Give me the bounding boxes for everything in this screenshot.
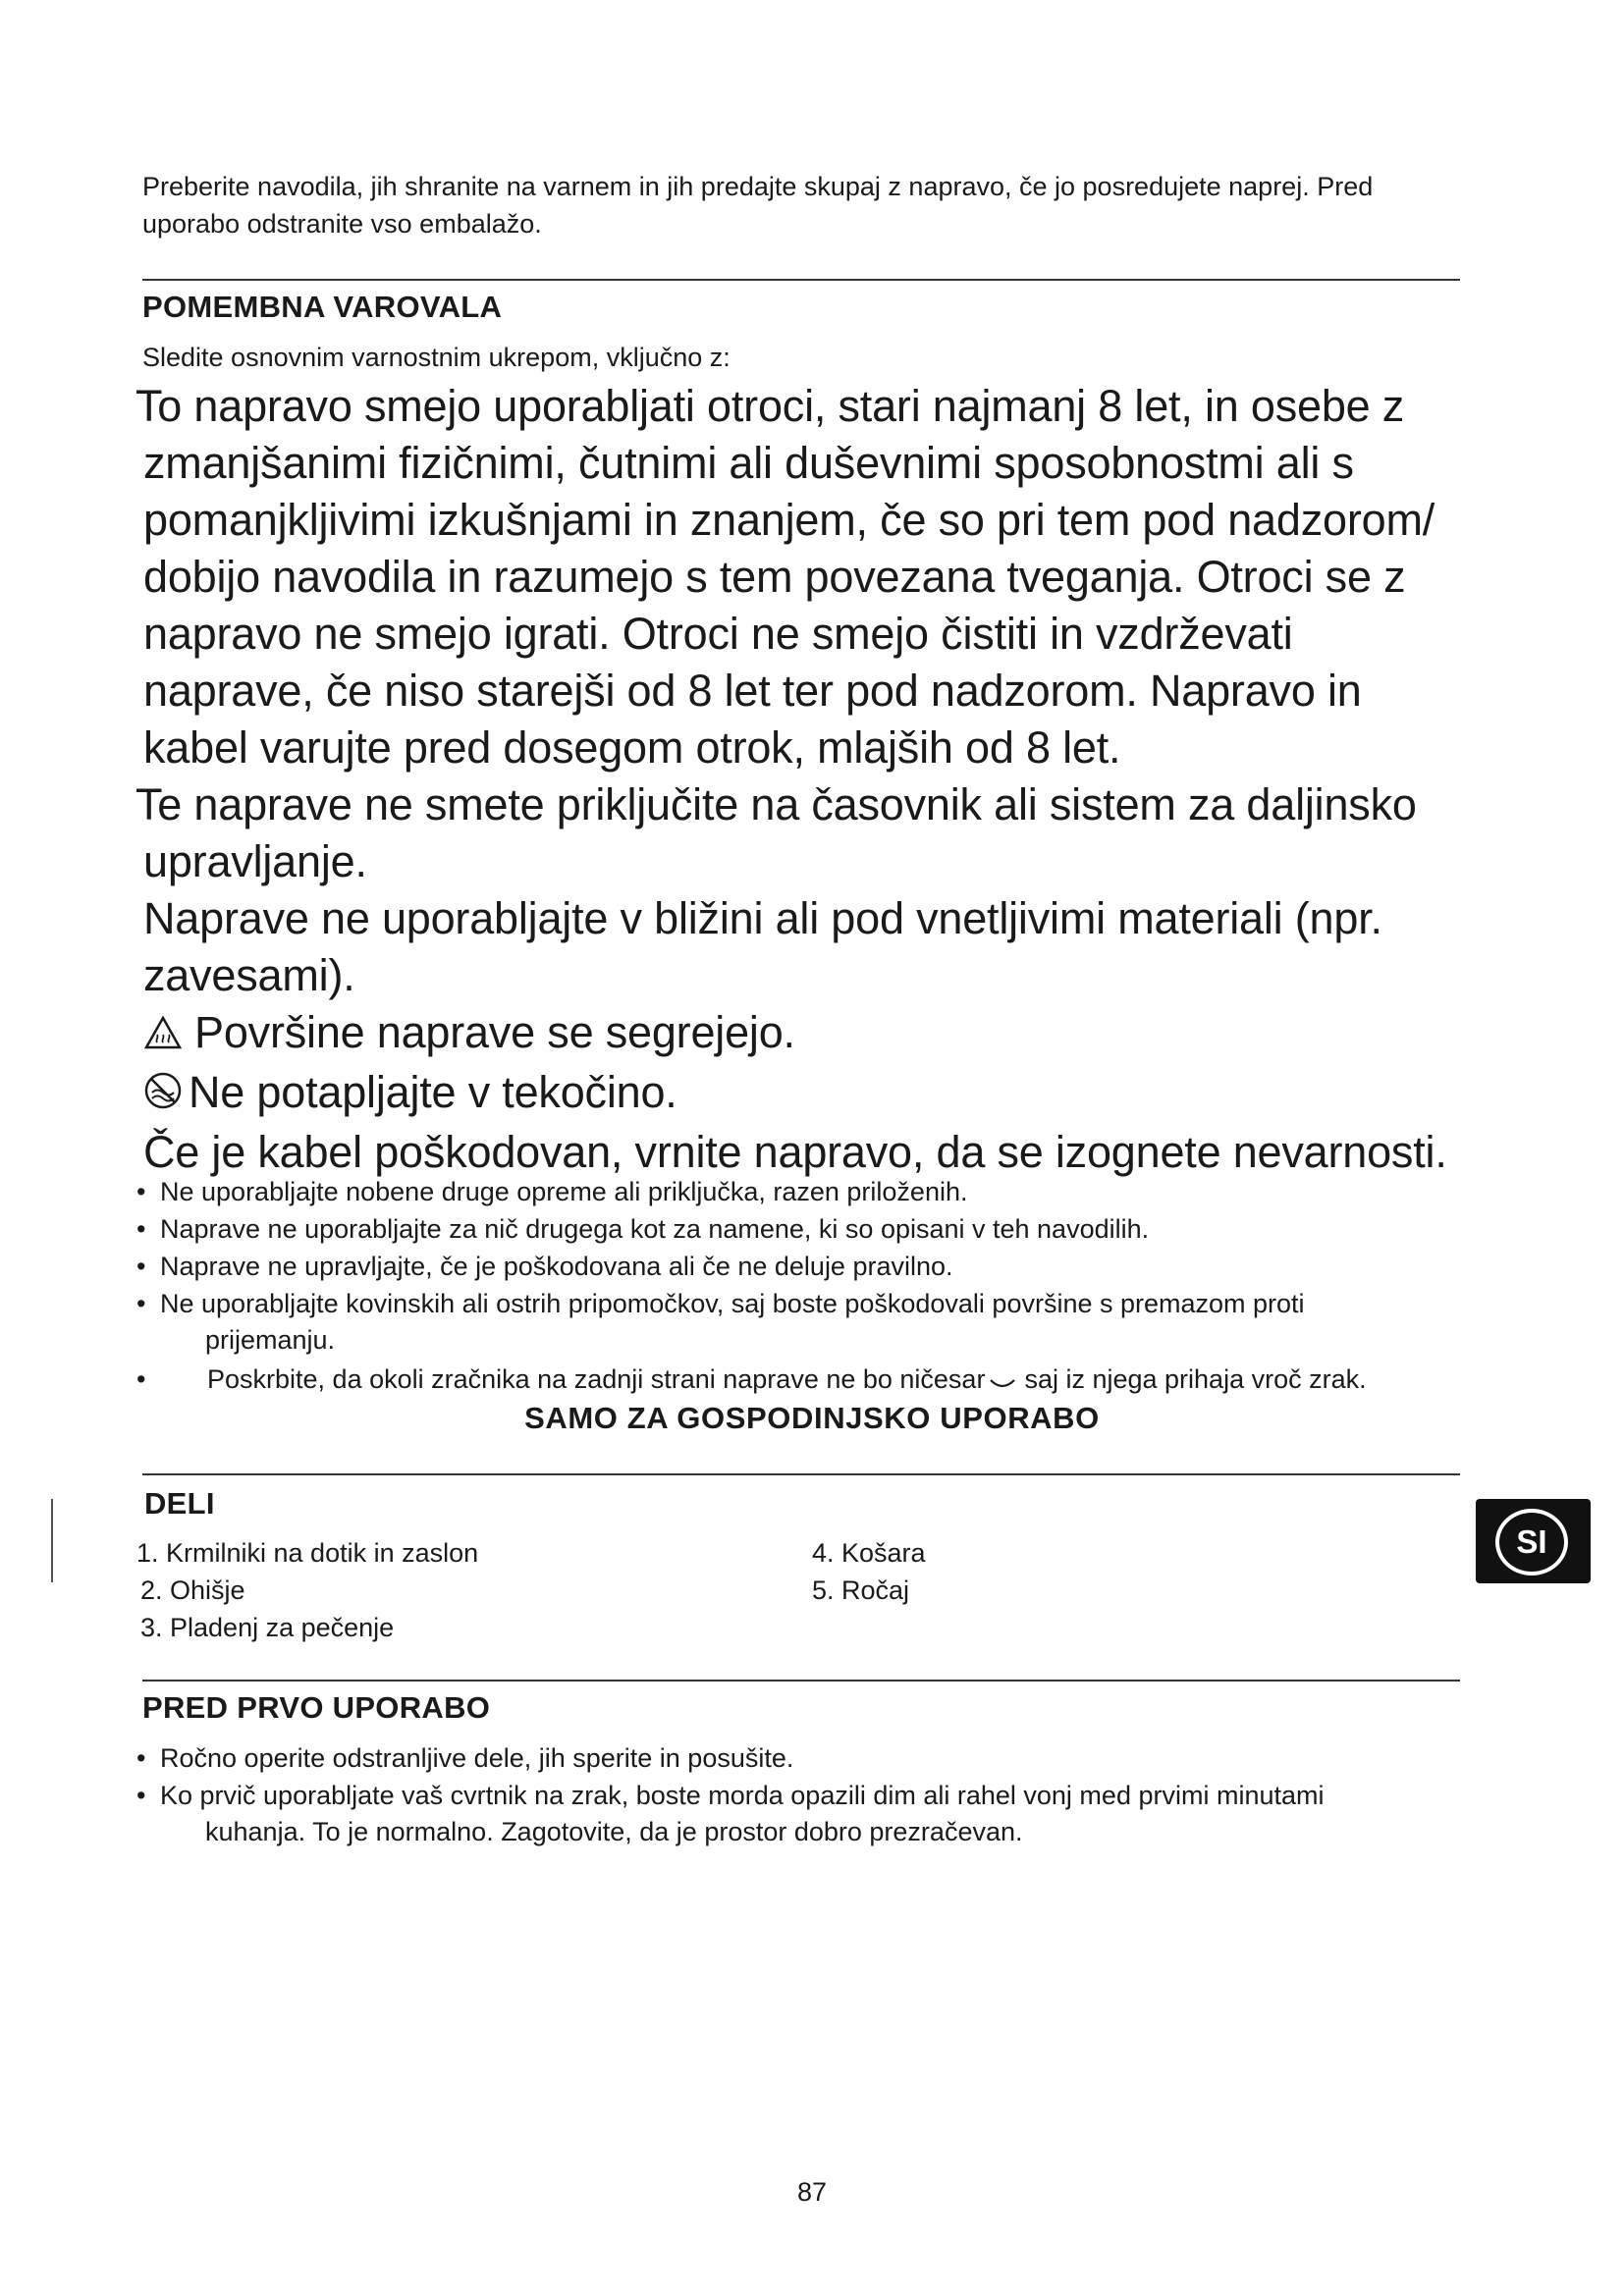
part-item: 2. Ohišje: [140, 1575, 245, 1605]
part-item: 4. Košara: [812, 1538, 926, 1568]
no-immerse-icon: [143, 1067, 183, 1124]
list-item-text: [207, 1361, 1367, 1400]
warning-line: dobijo navodila in razumejo s tem povezana tveganja. Otroci se z: [143, 552, 1406, 602]
part-item: 3. Pladenj za pečenje: [140, 1613, 395, 1642]
language-badge-label: SI: [1516, 1523, 1547, 1560]
margin-line: [51, 1499, 53, 1582]
intro-line-2: uporabo odstranite vso embalažo.: [142, 209, 542, 239]
divider: [142, 279, 1460, 281]
list-item-text-start: Poskrbite, da okoli zračnika na zadnji strani naprave ne bo ničesar: [207, 1364, 986, 1394]
bullet-icon: •: [136, 1364, 146, 1394]
safety-warning-block: [135, 378, 1530, 1181]
parts-list-right: [812, 1534, 926, 1609]
bullet-icon: •: [136, 1252, 146, 1281]
warning-line: pomanjkljivimi izkušnjami in znanjem, če so pri tem pod nadzorom/: [143, 495, 1435, 545]
warning-line: zavesami).: [143, 950, 355, 1000]
part-item: 5. Ročaj: [812, 1575, 910, 1605]
hot-surface-text: Površine naprave se segrejejo.: [194, 1007, 795, 1057]
intro-text: [142, 168, 1497, 242]
list-item-text: Naprave ne uporabljajte za nič drugega kot za namene, ki so opisani v teh navodilih.: [160, 1214, 1150, 1244]
list-item-text: Naprave ne upravljajte, če je poškodovana ali če ne deluje pravilno.: [160, 1252, 953, 1281]
part-item: 1. Krmilniki na dotik in zaslon: [136, 1538, 479, 1568]
no-immerse-warning: [135, 1064, 1530, 1124]
tilde-glyph-icon: [989, 1362, 1016, 1400]
bullet-icon: •: [136, 1177, 146, 1206]
warning-line: To napravo smejo uporabljati otroci, stari najmanj 8 let, in osebe z: [135, 381, 1405, 431]
hot-surface-icon: [143, 1007, 183, 1064]
intro-line-1: Preberite navodila, jih shranite na varnem in jih predajte skupaj z napravo, če jo posredujete naprej. Pred: [142, 172, 1374, 201]
section-heading-parts: DELI: [144, 1486, 215, 1521]
safety-subheading: Sledite osnovnim varnostnim ukrepom, vključno z:: [142, 343, 731, 372]
household-use-notice: SAMO ZA GOSPODINJSKO UPORABO: [524, 1401, 1100, 1435]
bullet-icon: •: [136, 1289, 146, 1318]
warning-line: napravo ne smejo igrati. Otroci ne smejo čistiti in vzdrževati: [143, 609, 1293, 659]
bullet-icon: •: [136, 1214, 146, 1244]
warning-line: naprave, če niso starejši od 8 let ter pod nadzorom. Napravo in: [143, 666, 1362, 716]
parts-list-left: [136, 1534, 478, 1646]
warning-line: Naprave ne uporabljajte v bližini ali pod vnetljivimi materiali (npr.: [143, 893, 1382, 943]
hot-surface-warning: [135, 1004, 1530, 1064]
divider: [142, 1473, 1460, 1475]
section-heading-safety: POMEMBNA VAROVALA: [142, 290, 503, 324]
list-item-text: Ko prvič uporabljate vaš cvrtnik na zrak, boste morda opazili dim ali rahel vonj med prvimi minutami: [160, 1781, 1325, 1810]
bullet-icon: •: [136, 1781, 146, 1810]
language-badge: [1476, 1499, 1591, 1583]
list-item-text: Ne uporabljajte kovinskih ali ostrih pripomočkov, saj boste poškodovali površine s premazom proti: [160, 1289, 1305, 1318]
warning-line: upravljanje.: [143, 836, 367, 886]
warning-line: Te naprave ne smete priključite na časovnik ali sistem za daljinsko: [135, 779, 1417, 829]
list-item-continuation: prijemanju.: [205, 1325, 336, 1355]
list-item-continuation: kuhanja. To je normalno. Zagotovite, da je prostor dobro prezračevan.: [205, 1817, 1023, 1846]
cable-warning: Če je kabel poškodovan, vrnite napravo, da se izognete nevarnosti.: [143, 1127, 1447, 1178]
section-heading-first-use: PRED PRVO UPORABO: [142, 1690, 491, 1725]
list-item-text: Ročno operite odstranljive dele, jih sperite in posušite.: [160, 1743, 794, 1773]
divider: [142, 1680, 1460, 1682]
page-number: 87: [796, 2177, 828, 2207]
warning-line: zmanjšanimi fizičnimi, čutnimi ali duševnimi sposobnostmi ali s: [143, 438, 1354, 488]
warning-line: kabel varujte pred dosegom otrok, mlajših od 8 let.: [143, 722, 1121, 773]
bullet-icon: •: [136, 1743, 146, 1773]
list-item-text-end: saj iz njega prihaja vroč zrak.: [1024, 1364, 1367, 1394]
no-immerse-text: Ne potapljajte v tekočino.: [189, 1067, 677, 1118]
list-item-text: Ne uporabljajte nobene druge opreme ali priključka, razen priloženih.: [160, 1177, 968, 1206]
